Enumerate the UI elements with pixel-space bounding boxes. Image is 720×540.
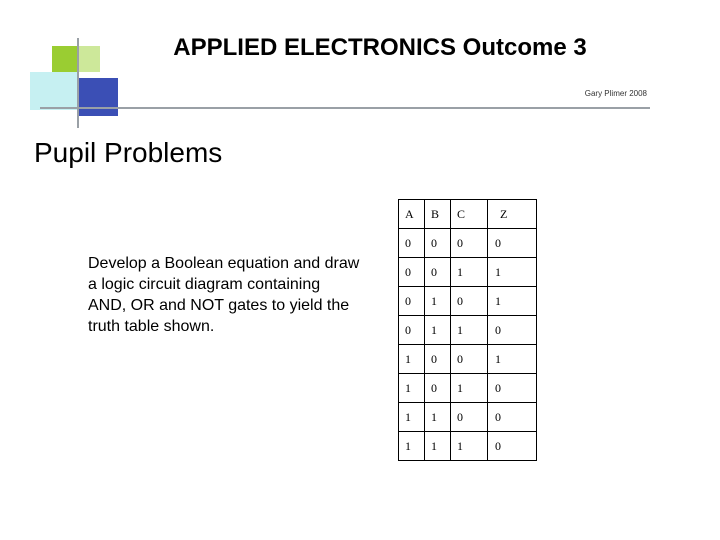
cell-c: 0 — [451, 229, 488, 258]
cell-z: 0 — [488, 432, 537, 461]
author-credit: Gary Plimer 2008 — [584, 89, 647, 98]
cell-c: 1 — [451, 432, 488, 461]
table-row — [399, 374, 537, 403]
decor-vertical-rule — [77, 38, 79, 128]
cell-a: 0 — [399, 258, 425, 287]
cell-a: 0 — [399, 316, 425, 345]
cell-c: 1 — [451, 374, 488, 403]
cell-a: 0 — [399, 229, 425, 258]
cell-b: 1 — [425, 316, 451, 345]
header-divider — [40, 107, 650, 109]
cell-b: 1 — [425, 432, 451, 461]
cell-z: 0 — [488, 229, 537, 258]
cell-c: 1 — [451, 316, 488, 345]
table-row — [399, 316, 537, 345]
cell-b: 0 — [425, 345, 451, 374]
cell-z: 0 — [488, 403, 537, 432]
cell-a: 1 — [399, 432, 425, 461]
column-header-c: C — [451, 200, 488, 229]
cell-b: 0 — [425, 374, 451, 403]
table-row — [399, 287, 537, 316]
cell-z: 1 — [488, 258, 537, 287]
decor-light-green-square — [78, 46, 100, 72]
cell-z: 0 — [488, 316, 537, 345]
cell-b: 1 — [425, 403, 451, 432]
column-header-b: B — [425, 200, 451, 229]
cell-b: 0 — [425, 229, 451, 258]
cell-z: 0 — [488, 374, 537, 403]
cell-c: 0 — [451, 345, 488, 374]
truth-table — [398, 199, 537, 461]
problem-text: Develop a Boolean equation and draw a logic circuit diagram containing AND, OR and NOT gates to yield the truth table shown. — [88, 255, 360, 335]
cell-a: 1 — [399, 374, 425, 403]
table-row — [399, 229, 537, 258]
decor-cyan-square — [30, 72, 78, 110]
cell-c: 0 — [451, 287, 488, 316]
section-heading: Pupil Problems — [34, 137, 223, 168]
decor-green-square — [52, 46, 78, 72]
decor-blue-square — [78, 78, 118, 116]
cell-z: 1 — [488, 345, 537, 374]
cell-a: 0 — [399, 287, 425, 316]
table-row — [399, 432, 537, 461]
column-header-a: A — [399, 200, 425, 229]
slide-title: APPLIED ELECTRONICS Outcome 3 — [173, 34, 587, 61]
truth-table-header-row — [399, 200, 537, 229]
cell-b: 0 — [425, 258, 451, 287]
cell-c: 1 — [451, 258, 488, 287]
column-header-z: Z — [488, 200, 537, 229]
table-row — [399, 258, 537, 287]
cell-c: 0 — [451, 403, 488, 432]
cell-a: 1 — [399, 345, 425, 374]
table-row — [399, 345, 537, 374]
cell-b: 1 — [425, 287, 451, 316]
cell-z: 1 — [488, 287, 537, 316]
table-row — [399, 403, 537, 432]
cell-a: 1 — [399, 403, 425, 432]
